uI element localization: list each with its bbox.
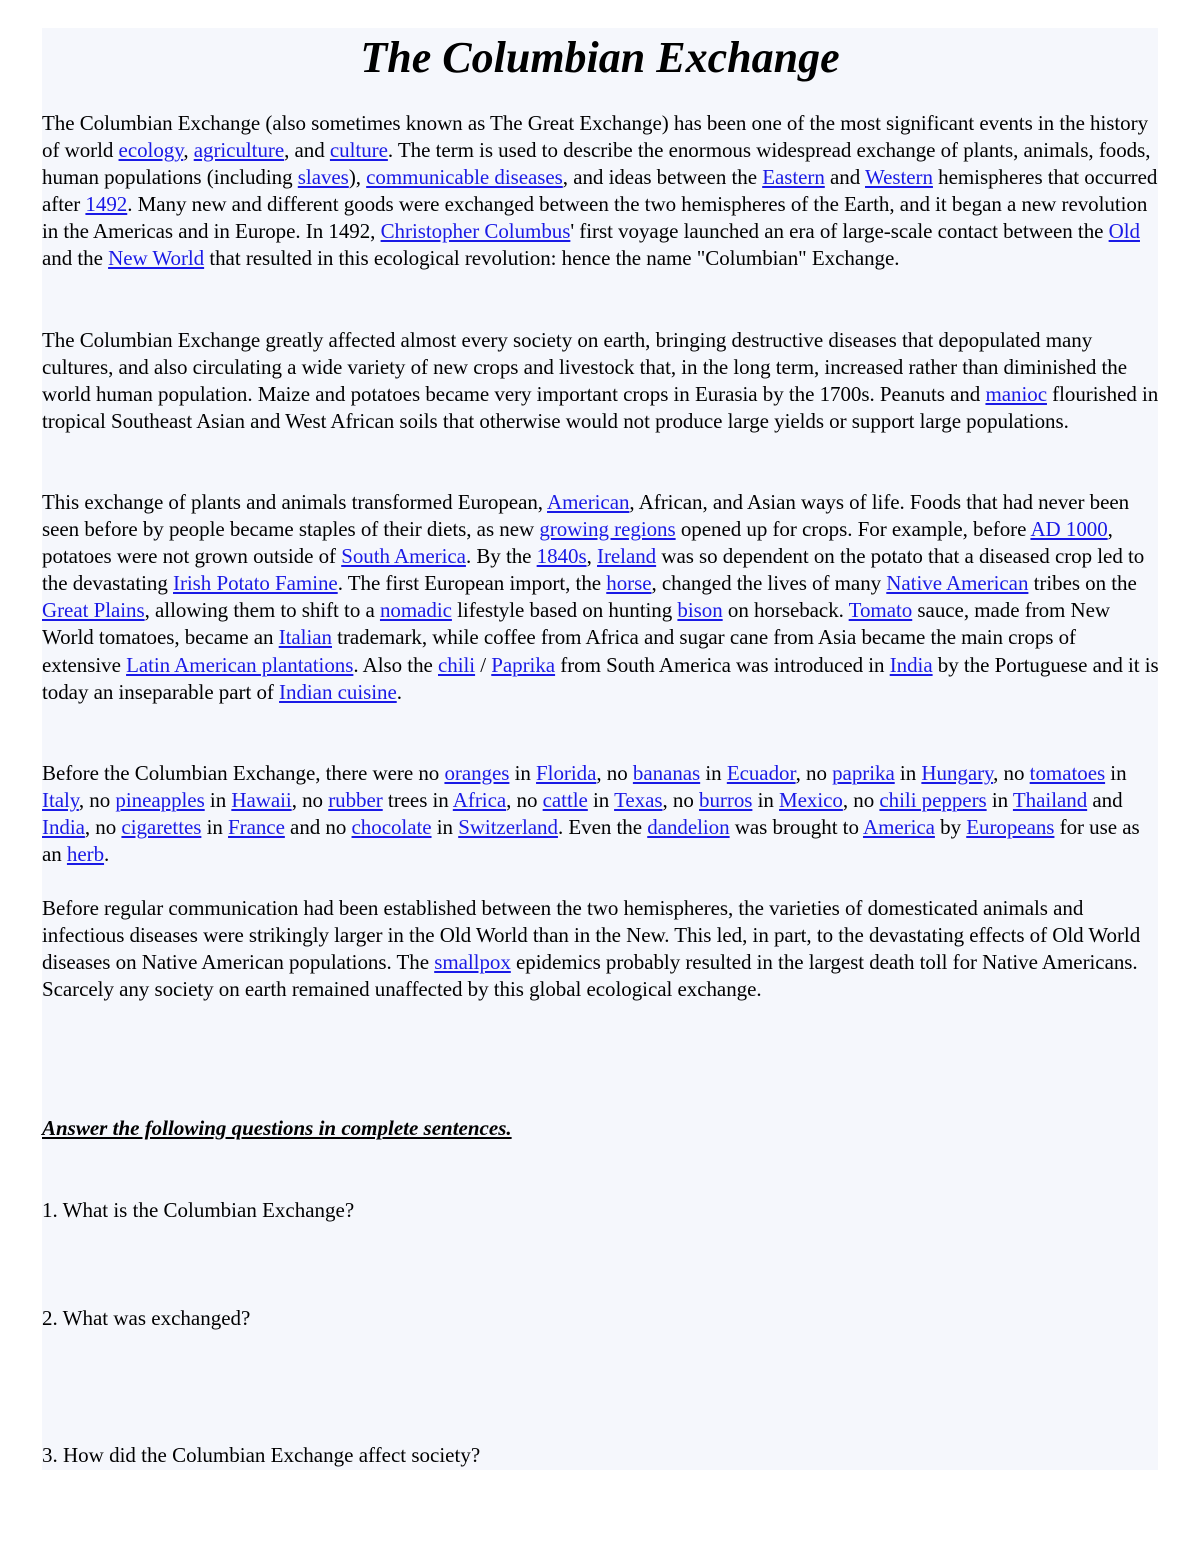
paragraph-text: , no xyxy=(993,761,1030,785)
paragraph-text: trees in xyxy=(382,788,453,813)
link-christopher-columbus[interactable]: Christopher Columbus xyxy=(380,219,571,244)
link-hawaii[interactable]: Hawaii xyxy=(231,788,292,813)
paragraph-text: tribes on the xyxy=(1028,571,1137,596)
link-rubber[interactable]: rubber xyxy=(328,788,383,813)
paragraph-text: in xyxy=(201,815,229,840)
paragraph-text: on horseback. xyxy=(722,598,849,623)
link-old[interactable]: Old xyxy=(1108,219,1140,244)
link-paprika[interactable]: paprika xyxy=(832,761,895,785)
link-bananas[interactable]: bananas xyxy=(632,761,701,785)
link-horse[interactable]: horse xyxy=(606,571,652,596)
page-title: The Columbian Exchange xyxy=(360,33,840,82)
link-india[interactable]: India xyxy=(889,652,933,677)
link-1492[interactable]: 1492 xyxy=(85,192,128,217)
paragraph-text: . The first European import, the xyxy=(337,571,607,596)
paragraph-text: , changed the lives of many xyxy=(651,571,887,596)
link-nomadic[interactable]: nomadic xyxy=(379,598,452,623)
paragraph-4 xyxy=(42,760,1160,868)
paragraph-text: Before the Columbian Exchange, there were no xyxy=(42,761,445,785)
link-smallpox[interactable]: smallpox xyxy=(434,950,511,975)
link-italian[interactable]: Italian xyxy=(278,625,332,650)
paragraph-text: for use as an xyxy=(42,815,1140,867)
link-american[interactable]: American xyxy=(547,490,630,514)
link-africa[interactable]: Africa xyxy=(452,788,507,813)
link-india[interactable]: India xyxy=(42,815,85,840)
paragraph-text: flourished in tropical Southeast Asian and West African soils that otherwise would not produce large yields or support large populations. xyxy=(42,382,1159,434)
link-ecology[interactable]: ecology xyxy=(118,138,184,163)
paragraph-text: and xyxy=(1087,788,1123,813)
link-western[interactable]: Western xyxy=(865,165,933,190)
paragraph-text: The Columbian Exchange (also sometimes known as The Great Exchange) has been one of the most significant events in the history of world xyxy=(42,111,1149,163)
link-america[interactable]: America xyxy=(862,815,935,840)
paragraph-text: , no xyxy=(596,761,633,785)
link-switzerland[interactable]: Switzerland xyxy=(458,815,558,840)
link-france[interactable]: France xyxy=(228,815,285,840)
paragraph-text: in xyxy=(894,761,922,785)
link-ireland[interactable]: Ireland xyxy=(597,544,657,569)
link-europeans[interactable]: Europeans xyxy=(966,815,1055,840)
paragraph-text: in xyxy=(700,761,727,785)
instructions-heading: Answer the following questions in complete sentences. xyxy=(42,1116,512,1140)
paragraph-text: The Columbian Exchange greatly affected almost every society on earth, bringing destructive diseases that depopulated many cultures, and also circulating a wide variety of new crops and livestock that, in the long term, increased rather than diminished the world human population. Maize and potatoes became very important crops in Eurasia by the 1700s. Peanuts and xyxy=(42,328,1128,407)
paragraph-text: in xyxy=(509,761,537,785)
paragraph-text: , no xyxy=(78,788,116,813)
link-great-plains[interactable]: Great Plains xyxy=(42,598,145,623)
link-chili-peppers[interactable]: chili peppers xyxy=(879,788,987,813)
link-thailand[interactable]: Thailand xyxy=(1012,788,1088,813)
link-pineapples[interactable]: pineapples xyxy=(115,788,205,813)
link-paprika[interactable]: Paprika xyxy=(491,652,556,677)
link-cattle[interactable]: cattle xyxy=(542,788,588,813)
paragraph-text: in xyxy=(752,788,780,813)
paragraph-text: sauce, made from New World tomatoes, became an xyxy=(42,598,1111,650)
paragraph-text: . xyxy=(104,842,110,867)
link-irish-potato-famine[interactable]: Irish Potato Famine xyxy=(173,571,338,596)
paragraph-text: and the xyxy=(42,246,109,271)
link-dandelion[interactable]: dandelion xyxy=(647,815,730,840)
link-latin-american-plantations[interactable]: Latin American plantations xyxy=(126,652,354,677)
paragraph-text: in xyxy=(431,815,459,840)
paragraph-text: that resulted in this ecological revolution: hence the name "Columbian" Exchange. xyxy=(204,246,900,271)
link-south-america[interactable]: South America xyxy=(341,544,466,569)
paragraph-text: . By the xyxy=(465,544,537,569)
paragraph-text: , potatoes were not grown outside of xyxy=(42,517,1113,569)
paragraph-text: . Many new and different goods were exchanged between the two hemispheres of the Earth, and it began a new revolution in the Americas and in Europe. In 1492, xyxy=(42,192,1148,244)
paragraph-text: in xyxy=(587,788,615,813)
link-tomato[interactable]: Tomato xyxy=(848,598,913,623)
link-chocolate[interactable]: chocolate xyxy=(351,815,432,840)
link-indian-cuisine[interactable]: Indian cuisine xyxy=(279,679,397,704)
link-eastern[interactable]: Eastern xyxy=(762,165,825,190)
paragraph-text: This exchange of plants and animals transformed European, xyxy=(42,490,548,514)
paragraph-text: , no xyxy=(84,815,122,840)
link-herb[interactable]: herb xyxy=(66,842,105,867)
link-bison[interactable]: bison xyxy=(677,598,723,623)
paragraph-text: , xyxy=(183,138,194,163)
paragraph-text: , no xyxy=(795,761,833,785)
paragraph-2 xyxy=(42,327,1160,435)
paragraph-text: opened up for crops. For example, before xyxy=(675,517,1031,542)
paragraph-text: / xyxy=(475,652,492,677)
link-ecuador[interactable]: Ecuador xyxy=(726,761,796,785)
link-cigarettes[interactable]: cigarettes xyxy=(121,815,202,840)
link-italy[interactable]: Italy xyxy=(42,788,79,813)
paragraph-text: ' first voyage launched an era of large-scale contact between the xyxy=(570,219,1109,244)
link-tomatoes[interactable]: tomatoes xyxy=(1029,761,1106,785)
paragraph-text: , no xyxy=(662,788,700,813)
paragraph-3 xyxy=(42,489,1160,706)
paragraph-text: , allowing them to shift to a xyxy=(144,598,380,623)
paragraph-text: was so dependent on the potato that a diseased crop led to the devastating xyxy=(42,544,1145,596)
paragraph-text: by the Portuguese and it is today an inseparable part of xyxy=(42,652,1159,704)
paragraph-text: ), xyxy=(348,165,367,190)
paragraph-text: was brought to xyxy=(729,815,863,840)
link-culture[interactable]: culture xyxy=(329,138,388,163)
link-oranges[interactable]: oranges xyxy=(444,761,510,785)
question-2: 2. What was exchanged? xyxy=(42,1306,251,1330)
question-3: 3. How did the Columbian Exchange affect society? xyxy=(42,1443,481,1467)
link-chili[interactable]: chili xyxy=(438,652,476,677)
link-florida[interactable]: Florida xyxy=(536,761,597,785)
link-slaves[interactable]: slaves xyxy=(297,165,349,190)
paragraph-text: Before regular communication had been established between the two hemispheres, the varieties of domesticated animals and infectious diseases were strikingly larger in the Old World than in the New. This led, in part, to the devastating effects of Old World diseases on Native American populations. The xyxy=(42,896,1141,975)
paragraph-text: . Also the xyxy=(353,652,438,677)
paragraph-text: by xyxy=(934,815,967,840)
paragraph-text: epidemics probably resulted in the largest death toll for Native Americans. Scarcely any society on earth remained unaffected by this global ecological exchange. xyxy=(42,950,1138,1002)
paragraph-text: . The term is used to describe the enormous widespread exchange of plants, animals, foods, human populations (including xyxy=(42,138,1151,190)
paragraph-text: , xyxy=(586,544,597,569)
paragraph-text: trademark, while coffee from Africa and sugar cane from Asia became the main crops of extensive xyxy=(42,625,1076,677)
paragraph-text: , no xyxy=(506,788,543,813)
paragraph-text: , and xyxy=(284,138,330,163)
question-1: 1. What is the Columbian Exchange? xyxy=(42,1198,355,1222)
paragraph-text: in xyxy=(986,788,1013,813)
paragraph-text: in xyxy=(204,788,232,813)
link-hungary[interactable]: Hungary xyxy=(921,761,994,785)
paragraph-text: , no xyxy=(842,788,880,813)
paragraph-text: and no xyxy=(284,815,352,840)
paragraph-text: . xyxy=(396,679,402,704)
link-new-world[interactable]: New World xyxy=(108,246,205,271)
paragraph-text: in xyxy=(1105,761,1127,785)
paragraph-text: and xyxy=(824,165,866,190)
link-growing-regions[interactable]: growing regions xyxy=(539,517,676,542)
paragraph-text: lifestyle based on hunting xyxy=(451,598,678,623)
paragraph-5 xyxy=(42,895,1160,1003)
link-1840s[interactable]: 1840s xyxy=(536,544,587,569)
link-mexico[interactable]: Mexico xyxy=(779,788,843,813)
paragraph-1 xyxy=(42,110,1160,273)
link-manioc[interactable]: manioc xyxy=(985,382,1047,407)
link-texas[interactable]: Texas xyxy=(614,788,663,813)
link-agriculture[interactable]: agriculture xyxy=(193,138,285,163)
paragraph-text: . Even the xyxy=(557,815,648,840)
link-native-american[interactable]: Native American xyxy=(886,571,1029,596)
link-burros[interactable]: burros xyxy=(699,788,753,813)
paragraph-text: from South America was introduced in xyxy=(555,652,890,677)
link-ad-1000[interactable]: AD 1000 xyxy=(1030,517,1108,542)
paragraph-text: , African, and Asian ways of life. Foods that had never been seen before by people became staples of their diets, as new xyxy=(42,490,1130,542)
paragraph-text: , no xyxy=(291,788,329,813)
paragraph-text: , and ideas between the xyxy=(562,165,763,190)
link-communicable-diseases[interactable]: communicable diseases xyxy=(366,165,563,190)
paragraph-text: hemispheres that occurred after xyxy=(42,165,1158,217)
